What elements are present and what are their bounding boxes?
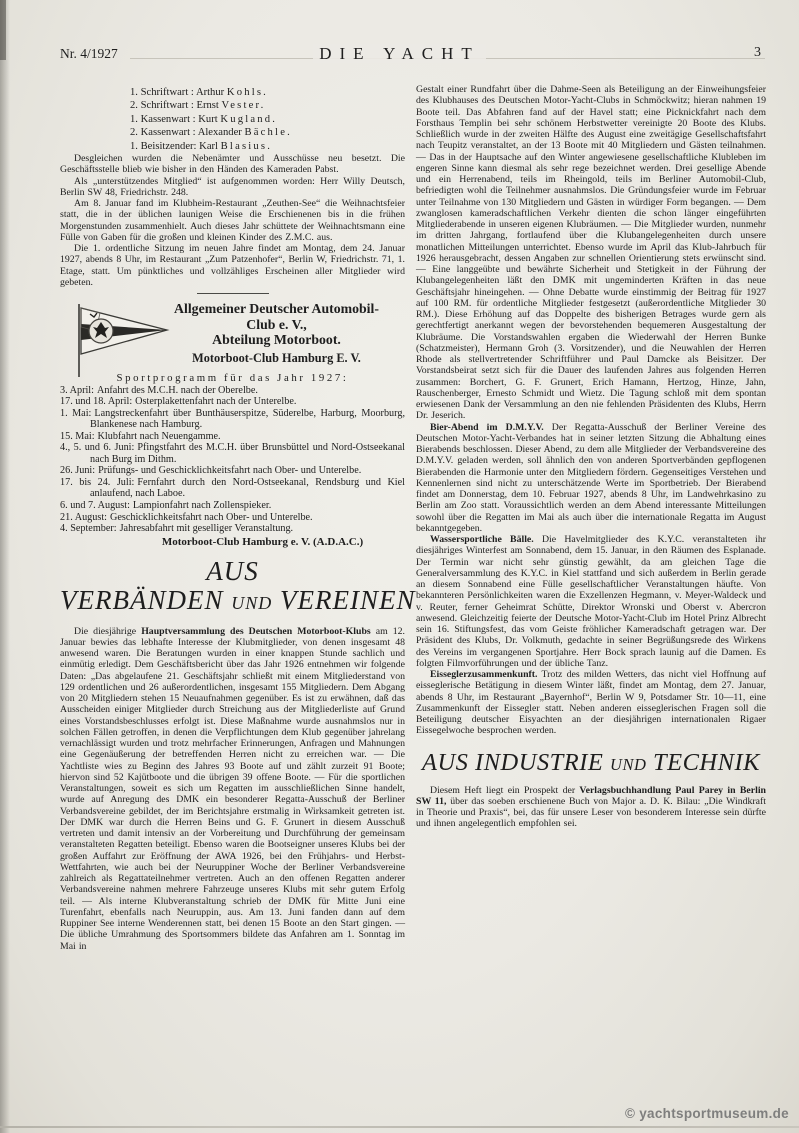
program-entry: 17. und 18. April: Osterplakettenfahrt nach der Unterelbe. <box>60 396 297 408</box>
list-item: 1. Kassenwart : Kurt Kugland. <box>130 113 278 125</box>
program-entry: 26. Juni: Prüfungs- und Geschicklichkeitsfahrt nach Ober- und Unterelbe. <box>60 465 362 477</box>
program-entry: 4., 5. und 6. Juni: Pfingstfahrt des M.C.H. über Brunsbüttel und Nord-Ostseekanal nach Burg im Dithm. <box>60 442 405 465</box>
watermark: © yachtsportmuseum.de <box>624 1106 789 1121</box>
list-item: 1. Beisitzender: Karl Blasius. <box>130 140 273 152</box>
program-entry: 1. Mai: Langstreckenfahrt über Bunthäuserspitze, Süderelbe, Harburg, Moorburg, Blankenese nach Hamburg. <box>60 407 405 431</box>
program-entry: 3. April: Anfahrt des M.C.H. nach der Oberelbe. <box>60 384 258 396</box>
paragraph: Die diesjährige Hauptversammlung des Deutschen Motorboot-Klubs am 12. Januar bewies das lebhafte Interesse der Klubmitglieder, von denen insgesamt 48 anwesend waren. Die Beratungen wurden in einer knappen Stunde sachlich und einmütig erledigt. Dem Geschäftsbericht über das Jahr 1926 entnehmen wir folgende Daten: „Das abgelaufene 21. Geschäftsjahr schließt mit einem Mitgliederstand von 129 ordentlichen und 26 außerordentlichen, insgesamt 155 Mitgliedern. Dem Abgang von 20 Mitgliedern stehen 15 Neuaufnahmen gegenüber. Es ist zu erwähnen, daß das Ausscheiden einiger Mitglieder durch Streichung aus der Mitgliederliste auf Grund eines Vorstandsbeschlusses erfolgt ist. Diese Maßnahme wurde ausnahmslos nur in solchen Fällen getroffen, in denen die Verpflichtungen dem Klub gegenüber jahrelang vernachlässigt wurden und trotz mehrfacher Erinnerungen, Anfragen und Mahnungen eine Gegenäußerung der betreffenden Herren nicht zu erreichen war. — Die Yachtliste wies zu Beginn des Jahres 93 Boote auf und zählt zurzeit 91 Boote; hiervon sind 52 Kajütboote und die übrigen 39 offene Boote. — Für die sportlichen Veranstaltungen, soweit es sich um Regatten im ausschließlichen Sinne handelt, wurde auf Anregung des DMK ein besonderer Regatta-Ausschuß der Berliner Verbandsvereine gebildet, der im Berichtsjahre erstmalig in Wirksamkeit getreten ist. Der DMK war durch die Herren Beins und G. F. Grunert in diesem Ausschuß vertreten und damit intensiv an der Vorbereitung und Durchführung der gemeinsam veranstalteten Regatten beteiligt. Ebenso waren die Bootseigner unseres Klubs bei der großen Auffahrt zur Eröffnung der AWA 1926, bei den Frühjahrs- und Herbst-Wettfahrten, wie auch bei der Neuruppiner Woche der Berliner Verbandsvereine zahlreich als Regattateilnehmer vertreten. Auch an den offenen Regatten anderer Verbandsvereine nahmen mehrere Fahrzeuge unseres Klubs mit sehr gutem Erfolg teil. — Als interne Klubveranstaltung schrieb der DMK für Mitte Juni eine Turenfahrt, ebenfalls nach Neuruppin, aus. Am 13. Juni fanden dann auf dem Ruppiner See interne Wenderennen statt, bei denen 15 Boote an den Start gingen. — Die übliche Umrahmung des Sportsommers bildete das Anfahren am 1. Sonntag im Mai in <box>60 625 405 952</box>
right-column <box>416 84 766 830</box>
adac-burgee-flag-icon <box>70 301 170 379</box>
program-title: Sportprogramm für das Jahr 1927: <box>116 371 349 384</box>
page-number: 3 <box>754 45 761 60</box>
officers-list <box>130 86 405 153</box>
program-entry: 6. und 7. August: Lampionfahrt nach Zollenspieker. <box>60 500 272 511</box>
left-column <box>60 86 416 952</box>
section-heading-industrie: AUS INDUSTRIE UND TECHNIK <box>422 748 760 776</box>
program-entry: 15. Mai: Klubfahrt nach Neuengamme. <box>60 430 221 442</box>
list-item: 2. Kassenwart : Alexander Bächle. <box>130 127 292 139</box>
scan-edge-shadow <box>0 0 10 1133</box>
club-announcement <box>60 301 405 548</box>
paragraph: Wassersportliche Bälle. Die Havelmitglieder des K.Y.C. veranstalteten ihr diesjähriges Winterfest am Sonnabend, dem 15. Januar, in den Räumen des Esplanade. Der Termin war nicht sehr günstig gewählt, da am gleichen Tage die Generalversammlung des K.Y.C. in Kiel stattfand und sich außerdem in Berlin gerade an diesem Sonnabend eine Fülle gesellschaftlicher Veranstaltungen häufte. Von bekannteren Persönlichkeiten waren die Exzellenzen Hegmann, v. Meyer-Waldeck und v. Reuter, ferner Geheimrat Schütte, Direktor Wronski und Oberst v. Abercron anwesend. Gleichzeitig feierte der Deutsche Motor-Yacht-Club im Hotel Prinz Albrecht sein 16. Stiftungsfest, das vom Geiste fröhlicher Kameradschaft getragen war. Der Präsident des Klubs, Dr. Volkmuth, gedachte in seiner Begrüßungsrede des Wirkens des Vereins im vergangenen Sportjahre. Herr Bock sprach launig auf die Damen. Es folgten Filmvorführungen und der übliche Tanz. <box>416 534 766 669</box>
list-item: 1. Schriftwart : Arthur Kohls. <box>130 87 269 98</box>
dmk-report <box>60 626 405 952</box>
program-entry: 4. September: Jahresabfahrt mit geselliger Veranstaltung. <box>60 523 294 535</box>
right-text <box>416 84 766 737</box>
program-entry: 21. August: Geschicklichkeitsfahrt nach Ober- und Unterelbe. <box>60 511 313 523</box>
scan-bottom-edge <box>0 1126 799 1128</box>
left-paragraphs <box>60 153 405 288</box>
club-subtitle: Motorboot-Club Hamburg E. V. <box>192 350 361 365</box>
paragraph: Bier-Abend im D.M.Y.V. Der Regatta-Ausschuß der Berliner Vereine des Deutschen Motor-Yacht-Verbandes hat in seiner letzten Sitzung die Abhaltung eines Bierabends beschlossen. Dieser Abend, zu dem alle Mitglieder der Verbandsvereine des D.M.Y.V. geladen werden, soll ähnlich den von anderen Sportverbänden gepflogenen Bierabenden die Harmonie unter den Mitgliedern fördern. Gegenseitiges Verstehen und Kennenlernen sind nicht zu unterschätzende Werte im Sportbetrieb. Der Bierabend findet am Donnerstag, dem 10. Februar 1927, abends 8 Uhr, im Landwehrkasino zu Berlin am Zoo statt. Voraussichtlich werden an dem Abend interessante Mitteilungen sowohl über die Regatten im Mai als auch über die internationale Regatta im August bekanntgegeben. <box>416 421 766 534</box>
club-signature: Motorboot-Club Hamburg e. V. (A.D.A.C.) <box>161 535 364 548</box>
paragraph: Gestalt einer Rundfahrt über die Dahme-Seen als Beteiligung an der Einweihungsfeier des Klubhauses des Deutschen Motor-Yacht-Clubs in Schmöckwitz; hieran nahmen 19 Boote teil. Das Abfahren fand auf der Havel statt; eine Picknickfahrt nach dem Forsthaus Templin bei sehr schönem Herbstwetter vereinigte 20 Boote des Klubs. Schließlich wurde in der zweiten Hälfte des August eine zweitägige Gesellschaftsfahrt nach Teupitz veranstaltet, an der 13 Boote mit 40 Mitgliedern und Gästen teilnahmen. — Das in der Hauptsache auf den Winter angewiesene gesellschaftliche Klubleben im engeren Sinne kann diesmal als sehr rege bezeichnet werden. Drei gesellige Abende und ein Herrenabend, teils im Rheingold, teils im Berliner Automobil-Club, befriedigten wohl die Teilnehmer ausnahmslos. Die Gründungsfeier wurde im Februar unter Teilnahme von 130 Mitgliedern und Gästen in würdiger Form begangen. — Dem zwanglosen kameradschaftlichen Verkehr dienten die schon länger eingeführten Mitgliederabende in unseren eigenen Klubräumen. — Die Mitglieder wurden, nunmehr im dritten Jahrgang, fortlaufend über die Klubangelegenheiten durch unsere monatlichen Mitteilungen unterrichtet. Ebenso wurde im April das Klub-Jahrbuch für 1926 herausgebracht, dessen Angaben zur schnellen Orientierung stets erwünscht sind. — Eine langgeübte und bewährte Sicherheit und Stetigkeit in der Führung der Klubangelegenheiten läßt den DMK mit ungeminderten Kräften in das neue Geschäftsjahr hineingehen. — Ohne Debatte wurde einstimmig der Beitrag für 1927 auf 100 RM. für ordentliche Mitglieder festgesetzt (außerordentliche Mitglieder 30 RM.). Diese Erhöhung auf das Doppelte des bisherigen Betrages wurde gern als gerechtfertigt anerkannt wegen der bevorstehenden bequemeren Ausgestaltung der Klubräume. Die Vorstandswahlen ergaben die Wiederwahl der Herren Bunke (Schatzmeister), Hermann Groh (3. Vorsitzender), und die Neuwahlen der Herren Rhode als stellvertretender Schriftführer und Paul Damcke als Beisitzer. Der Vorstandsbeirat setzt sich für die Dauer des laufenden Jahres aus folgenden Herren zusammen: Borchert, G. F. Grunert, Erich Hamann, Hertzog, Hinze, Jahn, Rauschenberger, Ernesto Schmidt und Wietz. Die Tagung schloß mit dem spontan erwiesenen Dank der Versammlung an den nie fehlenden Präsidenten des Klubs, Herrn Dr. Jeserich. <box>416 84 766 422</box>
magazine-title: DIE YACHT <box>0 44 799 64</box>
club-title: Allgemeiner Deutscher Automobil- Club e. V., Abteilung Motorboot. <box>174 301 379 348</box>
paragraph: Desgleichen wurden die Nebenämter und Ausschüsse neu besetzt. Die Geschäftsstelle blieb wie bisher in den Händen des Kameraden Pabst. <box>60 153 405 176</box>
paragraph: Eisseglerzusammenkunft. Trotz des milden Wetters, das nicht viel Hoffnung auf eisseglerische Betätigung in diesem Winter läßt, findet am Montag, dem 27. Januar, abends 8 Uhr, im Restaurant „Bayernhof“, Berlin W 9, Potsdamer Str. 10—11, eine Zusammenkunft der Eissegler statt. Neben anderen eisseglerischen Fragen soll die Beteiligung deutscher Eisyachten an der diesjährigen internationalen Rigaer Eissegelwoche besprochen werden. <box>416 669 766 737</box>
paragraph: Am 8. Januar fand im Klubheim-Restaurant „Zeuthen-See“ die Weihnachtsfeier statt, die in der üblichen launigen Weise die Erschienenen bis in die frühen Morgenstunden zusammenhielt. Auch dieses Jahr schüttete der Weihnachtsmann eine Fülle von Gaben für die großen und kleinen Kinder des Z.M.C. aus. <box>60 198 405 243</box>
paragraph: Als „unterstützendes Mitglied“ ist aufgenommen worden: Herr Willy Deutsch, Berlin SW 48, Friedrichstr. 248. <box>60 175 405 198</box>
section-divider <box>197 293 269 294</box>
list-item: 2. Schriftwart : Ernst Vester. <box>130 100 266 112</box>
industry-text <box>416 785 766 830</box>
paragraph: Die 1. ordentliche Sitzung im neuen Jahre findet am Montag, dem 24. Januar 1927, abends 8 Uhr, im Restaurant „Zum Patzenhofer“, Berlin W, Friedrichstr. 71, 1. Etage, statt. Um pünktliches und vollzähliges Erscheinen aller Mitglieder wird gebeten. <box>60 243 405 288</box>
section-heading-verbaende: AUS VERBÄNDEN UND VEREINEN <box>60 555 416 615</box>
issue-number: Nr. 4/1927 <box>60 46 118 61</box>
paragraph: Diesem Heft liegt ein Prospekt der Verlagsbuchhandlung Paul Parey in Berlin SW 11, über das soeben erschienene Buch von Major a. D. K. Bilau: „Die Windkraft in Theorie und Praxis“, bei, das für unsere Leser von besonderem Interesse sein dürfte und ihnen angelegentlich empfohlen sei. <box>416 784 766 830</box>
program-list <box>60 385 405 535</box>
program-entry: 17. bis 24. Juli: Fernfahrt durch den Nord-Ostseekanal, Rendsburg und Kiel anlaufend, nach Laboe. <box>60 476 405 500</box>
